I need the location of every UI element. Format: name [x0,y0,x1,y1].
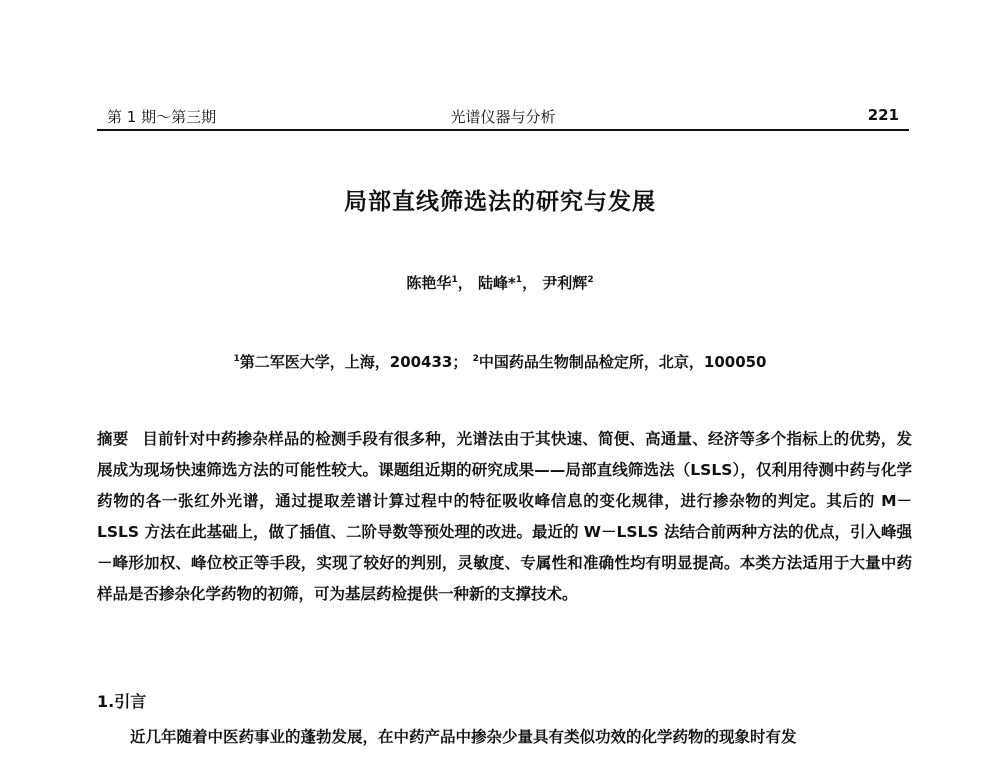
abstract-block [97,424,912,610]
affiliation-2: 中国药品生物制品检定所，北京，100050 [478,353,767,371]
running-header [97,103,909,131]
paper-title: 局部直线筛选法的研究与发展 [344,189,656,215]
author-affiliation-mark: 1 [451,275,458,285]
author-affiliation-mark: 1 [515,275,523,285]
author-name: 陈艳华 [406,274,452,292]
author-name: 尹利辉 [542,274,588,292]
affiliation-mark: 1 [233,354,240,364]
affiliation-mark: 2 [472,354,479,364]
page-number: 221 [867,106,899,124]
issue-info: 第 1 期～第三期 [107,108,217,126]
affiliation-1: 第二军医大学，上海，200433； [239,353,468,371]
section-heading: 1.引言 [97,692,147,711]
intro-paragraph: 近几年随着中医药事业的蓬勃发展，在中药产品中掺杂少量具有类似功效的化学药物的现象时有发 [130,728,797,746]
abstract-text: 目前针对中药掺杂样品的检测手段有很多种，光谱法由于其快速、简便、高通量、经济等多个指标上的优势，发展成为现场快速筛选方法的可能性较大。课题组近期的研究成果——局部直线筛选法（LSLS），仅利用待测中药与化学药物的各一张红外光谱，通过提取差谱计算过程中的特征吸收峰信息的变化规律，进行掺杂物的判定。其后的 M－LSLS 方法在此基础上，做了插值、二阶导数等预处理的改进。最近的 W－LSLS 法结合前两种方法的优点，引入峰强－峰形加权、峰位校正等手段，实现了较好的判别，灵敏度、专属性和准确性均有明显提高。本类方法适用于大量中药样品是否掺杂化学药物的初筛，可为基层药检提供一种新的支撑技术。 [97,430,912,603]
affiliations [0,351,1000,372]
author-name: 陆峰* [477,274,516,292]
author-list: 陈艳华$^1$， 陆峰*$^1$， 尹利辉$^2$ [406,274,594,292]
author-affiliation-mark: 2 [587,275,594,285]
journal-name: 光谱仪器与分析 [450,108,556,126]
abstract-label: 摘要 [97,430,129,448]
